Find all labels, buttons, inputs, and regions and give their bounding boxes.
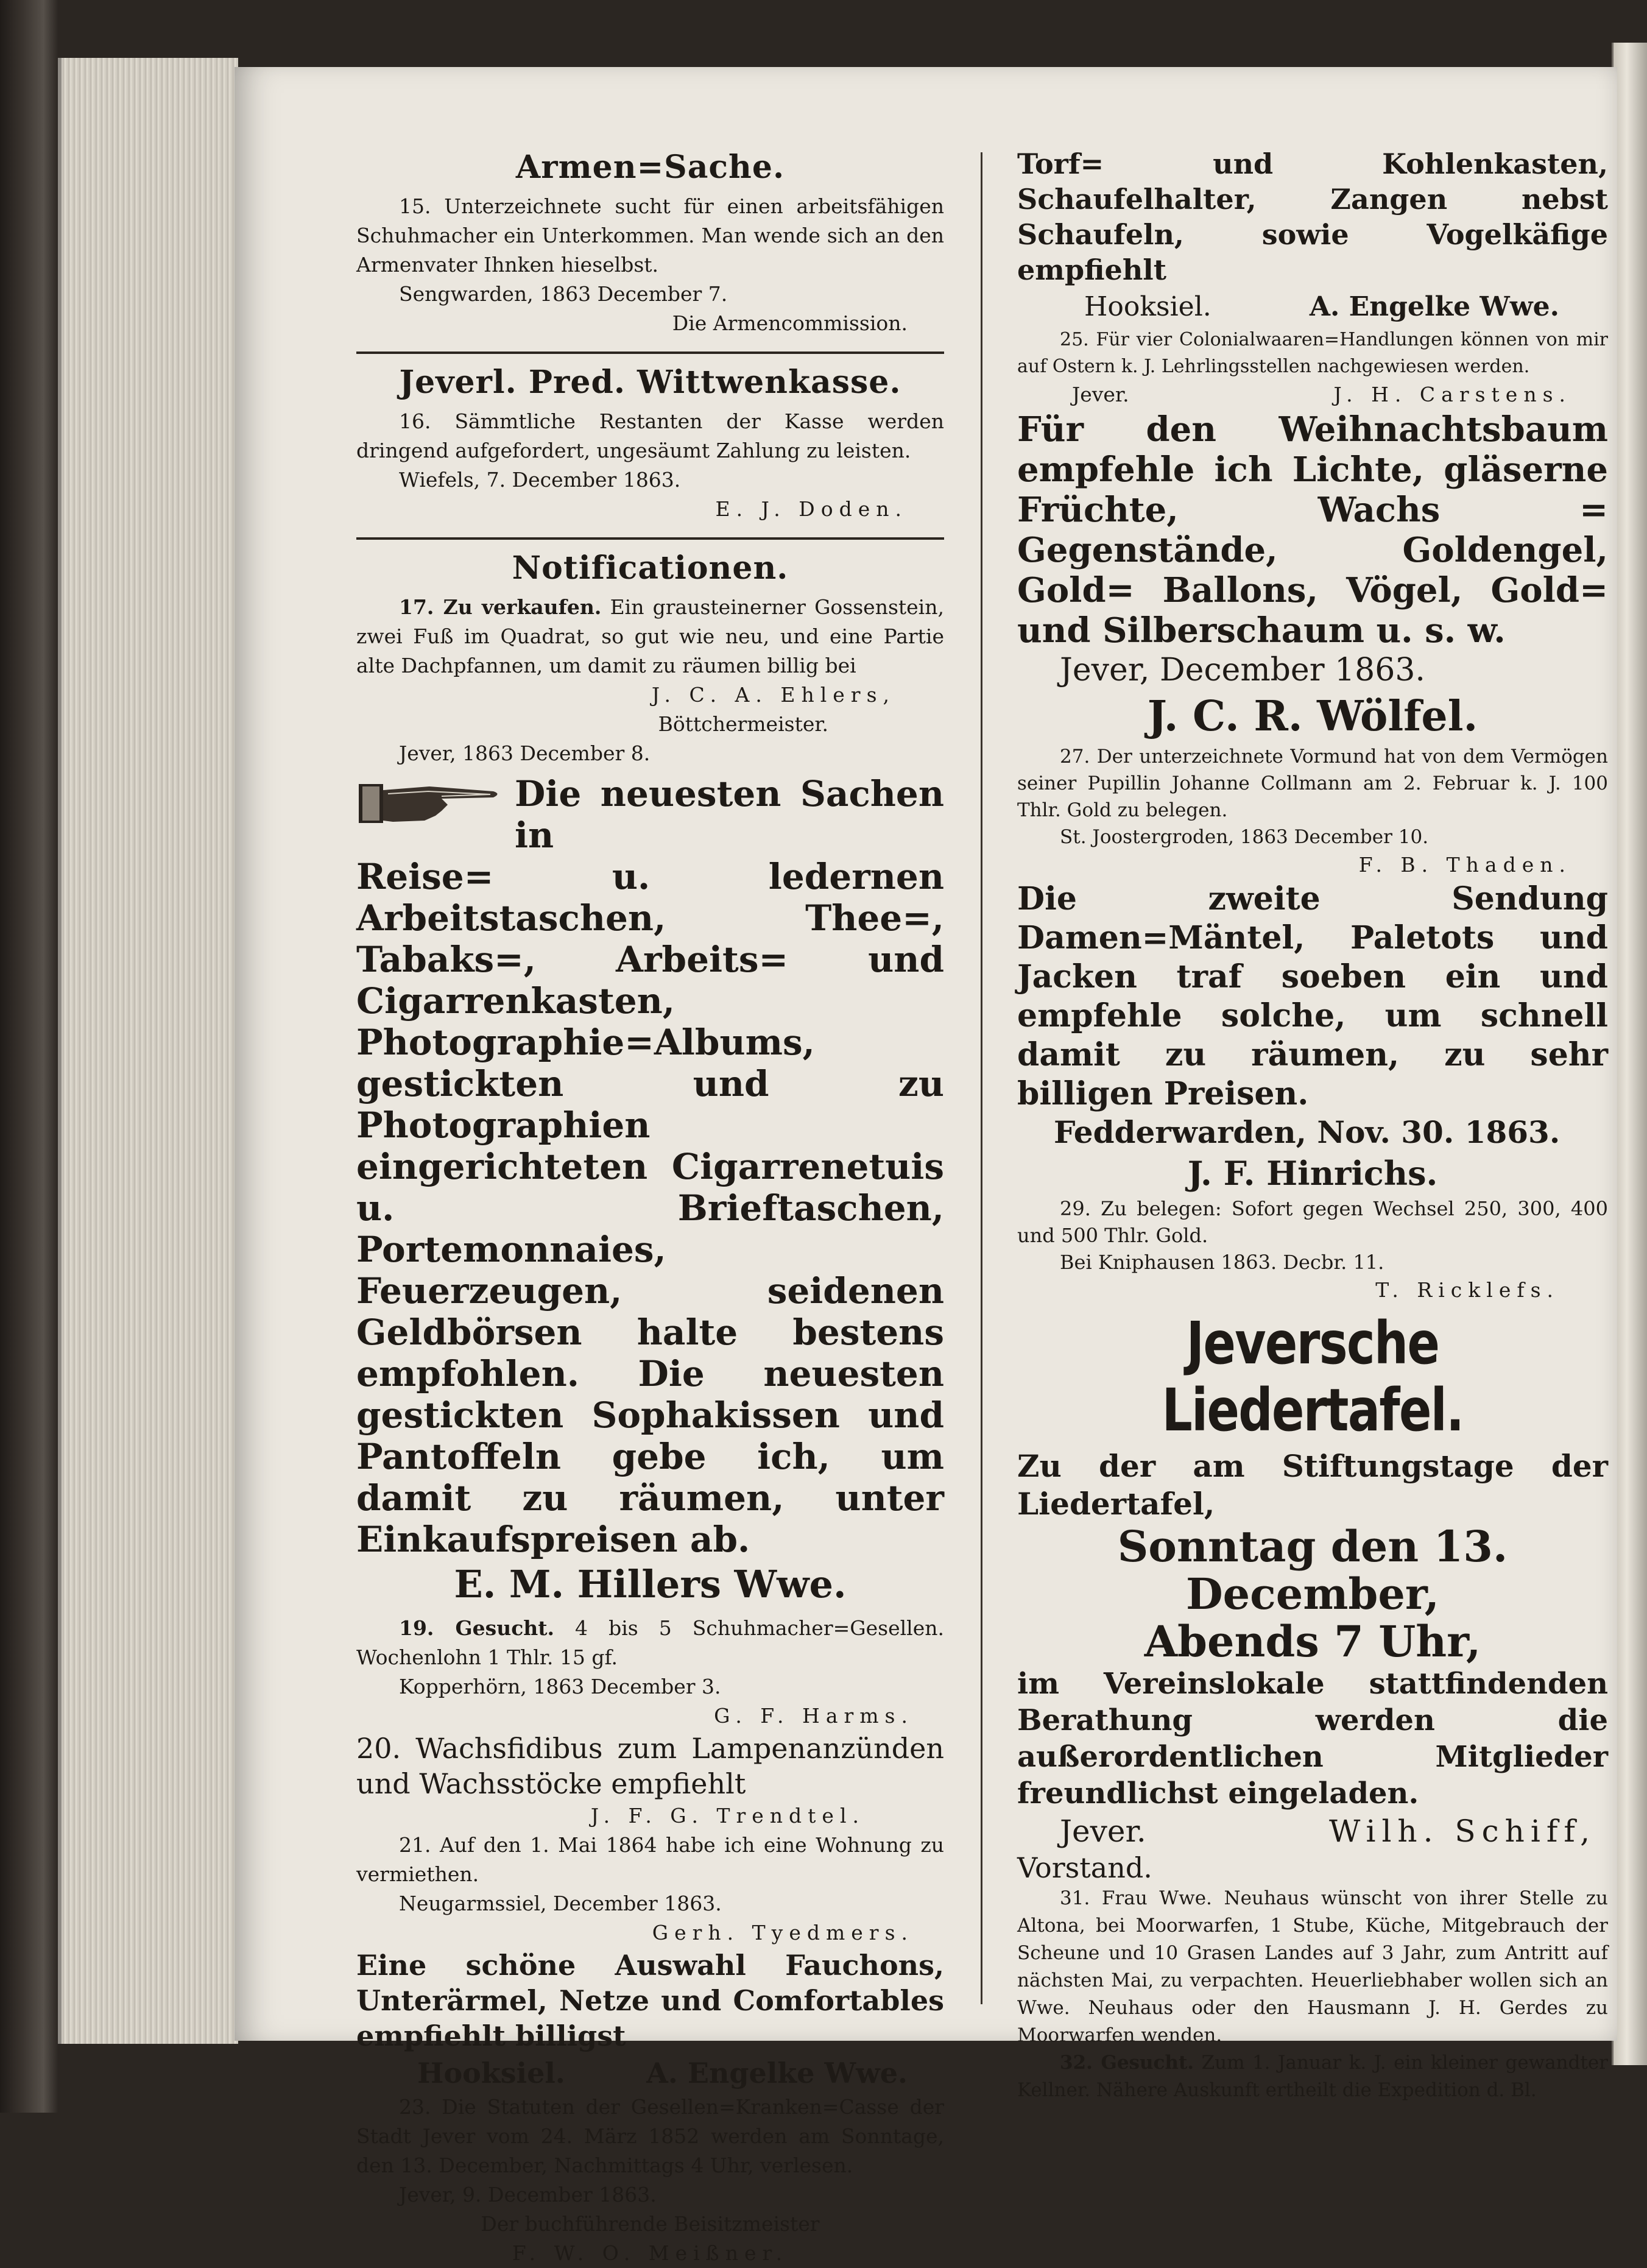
- notice-29-place: Bei Kniphausen 1863. Decbr. 11.: [1060, 1251, 1384, 1274]
- notice-25-text: 25. Für vier Colonialwaaren=Handlungen können von mir auf Ostern k. J. Lehrlingsstellen nachgewiesen werden.: [1017, 329, 1608, 377]
- notice-30-intro: Zu der am Stiftungstage der Liedertafel,: [1017, 1448, 1608, 1522]
- notice-22-signature: A. Engelke Wwe.: [646, 2057, 908, 2090]
- notice-17-place: Jever, 1863 December 8.: [399, 741, 651, 765]
- notice-21-text: 21. Auf den 1. Mai 1864 habe ich eine Wohnung zu vermiethen.: [356, 1833, 944, 1886]
- notice-20-signature: J. F. G. Trendtel.: [590, 1804, 865, 1828]
- notice-30-text: im Vereinslokale stattfindenden Berathung werden die außerordentlichen Mitglieder freundlichst eingeladen.: [1017, 1667, 1608, 1811]
- column-rule: [981, 152, 982, 2004]
- notice-22-signature-row: [356, 2054, 944, 2093]
- wittwenkasse-title: Jeverl. Pred. Wittwenkasse.: [399, 364, 901, 401]
- notice-28-signature: J. F. Hinrichs.: [1187, 1154, 1438, 1193]
- notice-30-signature: Wilh. Schiff,: [1328, 1814, 1596, 1849]
- notice-30-place: Jever.: [1060, 1814, 1146, 1849]
- divider: [356, 352, 944, 354]
- notice-24-text: Torf= und Kohlenkasten, Schaufelhalter, Zangen nebst Schaufeln, sowie Vogelkäfige empfiehlt: [1017, 147, 1608, 286]
- page-edges: [58, 58, 238, 2044]
- notificationen-title: Notificationen.: [512, 549, 789, 587]
- notice-25-signature: J. H. Carstens.: [1333, 383, 1571, 406]
- notice-21-signature: Gerh. Tyedmers.: [652, 1921, 914, 1945]
- divider: [356, 537, 944, 540]
- notice-25-signature-row: [1017, 380, 1608, 409]
- notice-17-lead: 17. Zu verkaufen.: [399, 595, 602, 619]
- notice-21-place: Neugarmssiel, December 1863.: [399, 1892, 722, 1915]
- notice-18-signature: E. M. Hillers Wwe.: [454, 1562, 847, 1606]
- notice-17-body: Ein grausteinerner Gossenstein, zwei Fuß im Quadrat, so gut wie neu, und eine Partie alte Dachpfannen, um damit zu räumen billig bei: [356, 595, 944, 677]
- notice-27-text: 27. Der unterzeichnete Vormund hat von dem Vermögen seiner Pupillin Johanne Collmann am 2. Februar k. J. 100 Thlr. Gold zu belegen.: [1017, 746, 1608, 821]
- notice-17-title: Böttchermeister.: [658, 712, 828, 736]
- notice-16-signature: E. J. Doden.: [715, 497, 908, 521]
- notice-32-body: Zum 1. Januar k. J. ein kleiner gewandter Kellner. Nähere Auskunft ertheilt die Expedition d. Bl.: [1017, 2052, 1608, 2101]
- notice-15-place: Sengwarden, 1863 December 7.: [399, 282, 728, 306]
- notice-19-body: 4 bis 5 Schuhmacher=Gesellen. Wochenlohn 1 Thlr. 15 gf.: [356, 1616, 944, 1669]
- notice-32-lead: 32. Gesucht.: [1060, 2052, 1194, 2074]
- notice-23-place: Jever, 9. December 1863.: [399, 2183, 657, 2206]
- notice-17-signature: J. C. A. Ehlers,: [651, 683, 895, 707]
- notice-25-place: Jever.: [1072, 383, 1129, 406]
- notice-18-first-line: Die neuesten Sachen in: [515, 773, 944, 856]
- newspaper-page: [235, 67, 1617, 2265]
- notice-16-place: Wiefels, 7. December 1863.: [399, 468, 681, 492]
- notice-19-text: [356, 1614, 944, 1672]
- notice-16-text: 16. Sämmtliche Restanten der Kasse werden dringend aufgefordert, ungesäumt Zahlung zu leisten.: [356, 409, 944, 462]
- notice-26-text: Für den Weihnachtsbaum empfehle ich Lichte, gläserne Früchte, Wachs = Gegenstände, Goldengel, Gold= Ballons, Vögel, Gold= und Silberschaum u. s. w.: [1017, 409, 1608, 651]
- notice-24-place: Hooksiel.: [1084, 291, 1211, 322]
- pointing-hand-icon: [356, 778, 503, 827]
- left-column: [356, 146, 944, 2268]
- armen-title: Armen=Sache.: [515, 149, 785, 186]
- notice-24-signature-row: [1017, 288, 1608, 327]
- notice-23-text: 23. Die Statuten der Gesellen=Kranken=Casse der Stadt Jever vom 24. März 1852 werden am Sonntage, den 13. December, Nachmittags 4 Uhr, verlesen.: [356, 2095, 944, 2177]
- notice-32-text: [1017, 2049, 1608, 2104]
- liedertafel-title: Jeversche Liedertafel.: [1162, 1309, 1464, 1444]
- notice-20-text: 20. Wachsfidibus zum Lampenanzünden und Wachsstöcke empfiehlt: [356, 1732, 944, 1800]
- notice-31-text: 31. Frau Wwe. Neuhaus wünscht von ihrer Stelle zu Altona, bei Moorwarfen, 1 Stube, Küche, Mitgebrauch der Scheune und 10 Grasen Landes auf 3 Jahr, zum Antritt auf nächsten Mai, zu verpachten. Heuerliebhaber wollen sich an Wwe. Neuhaus oder den Hausmann J. H. Gerdes zu Moorwarfen wenden.: [1017, 1887, 1608, 2046]
- notice-30-signature-row: [1017, 1812, 1608, 1851]
- notice-18-text: Reise= u. ledernen Arbeitstaschen, Thee=, Tabaks=, Arbeits= und Cigarrenkasten, Photographie=Albums, gestickten und zu Photographien eingerichteten Cigarrenetuis u. Brieftaschen, Portemonnaies, Feuerzeugen, seidenen Geldbörsen halte bestens empfohlen. Die neuesten gestickten Sophakissen und Pantoffeln gebe ich, um damit zu räumen, unter Einkaufspreisen ab.: [356, 856, 944, 1560]
- notice-28-place: Fedderwarden, Nov. 30. 1863.: [1054, 1114, 1561, 1150]
- notice-26-place: Jever, December 1863.: [1060, 652, 1425, 688]
- notice-22-place: Hooksiel.: [417, 2057, 565, 2090]
- notice-18-header: [356, 773, 944, 856]
- notice-27-signature: F. B. Thaden.: [1358, 853, 1571, 877]
- notice-27-place: St. Joostergroden, 1863 December 10.: [1060, 826, 1429, 848]
- notice-15-text: 15. Unterzeichnete sucht für einen arbeitsfähigen Schuhmacher ein Unterkommen. Man wende sich an den Armenvater Ihnken hieselbst.: [356, 194, 944, 277]
- notice-30-date: Sonntag den 13. December,: [1117, 1521, 1508, 1619]
- notice-23-signature: F. W. O. Meißner.: [512, 2241, 789, 2265]
- notice-22-text: Eine schöne Auswahl Fauchons, Unterärmel, Netze und Comfortables empfiehlt billigst: [356, 1949, 944, 2052]
- right-column: [1017, 146, 1608, 2104]
- book-spine: [0, 0, 58, 2113]
- notice-24-signature: A. Engelke Wwe.: [1309, 291, 1559, 322]
- notice-29-signature: T. Ricklefs.: [1375, 1278, 1559, 1302]
- notice-17-text: [356, 593, 944, 680]
- notice-19-place: Kopperhörn, 1863 December 3.: [399, 1675, 721, 1698]
- notice-19-lead: 19. Gesucht.: [399, 1616, 555, 1640]
- notice-23-role: Der buchführende Beisitzmeister: [481, 2212, 820, 2236]
- notice-30-time: Abends 7 Uhr,: [1144, 1616, 1481, 1667]
- notice-26-signature: J. C. R. Wölfel.: [1147, 692, 1478, 741]
- notice-29-text: 29. Zu belegen: Sofort gegen Wechsel 250, 300, 400 und 500 Thlr. Gold.: [1017, 1197, 1608, 1247]
- notice-30-role: Vorstand.: [1017, 1851, 1152, 1884]
- notice-19-signature: G. F. Harms.: [714, 1704, 914, 1728]
- notice-28-text: Die zweite Sendung Damen=Mäntel, Paletots und Jacken traf soeben ein und empfehle solche, um schnell damit zu räumen, zu sehr billigen Preisen.: [1017, 880, 1608, 1112]
- notice-15-signature: Die Armencommission.: [672, 311, 908, 335]
